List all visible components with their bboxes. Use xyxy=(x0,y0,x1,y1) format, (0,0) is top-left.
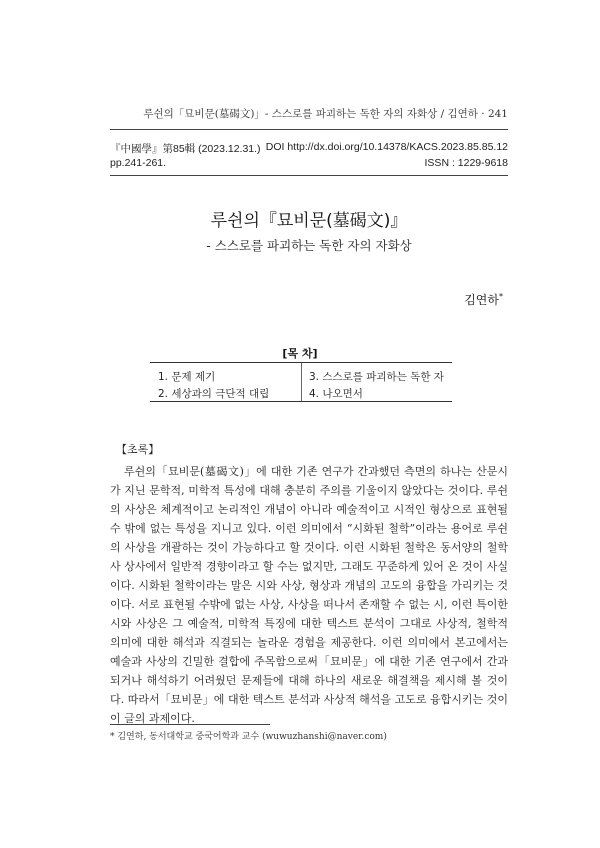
abstract-body: 루쉰의「묘비문(墓碣文)」에 대한 기존 연구가 간과했던 측면의 하나는 산문시가 지닌 문학적, 미학적 특성에 대해 충분히 주의를 기울이지 않았다는 것이다. 루쉰의 사상은 체계적이고 논리적인 개념이 아니라 예술적이고 시적인 형상으로 표현될 수 밖에 없는 특성을 지니고 있다. 이런 의미에서 “시화된 철학”이라는 용어로 루쉰의 사상을 개괄하는 것이 가능하다고 할 것이다. 이런 시화된 철학은 동서양의 철학사 상사에서 일반적 경향이라고 할 수는 없지만, 그래도 꾸준하게 있어 온 것이 사실이다. 시화된 철학이라는 말은 시와 사상, 형상과 개념의 고도의 융합을 가리키는 것이다. 서로 표현될 수밖에 없는 사상, 사상을 떠나서 존재할 수 없는 시, 이런 특이한 시와 사상은 그 예술적, 미학적 특징에 대한 텍스트 분석이 그대로 사상적, 철학적 의미에 대한 해석과 직결되는 놀라운 경험을 제공한다. 이런 의미에서 본고에서는 예술과 사상의 긴밀한 결합에 주목함으로써「묘비문」에 대한 기존 연구에서 간과되거나 해석하기 어려웠던 문제들에 대해 하나의 새로운 해결책을 제시해 볼 것이다. 따라서「묘비문」에 대한 텍스트 분석과 사상적 해석을 고도로 융합시키는 것이 이 글의 과제이다. xyxy=(110,465,508,725)
meta-line-1 xyxy=(110,141,508,156)
doi-link[interactable]: DOI http://dx.doi.org/10.14378/KACS.2023.85.85.12 xyxy=(265,141,508,153)
abstract-label: 【초록】 xyxy=(116,443,160,456)
page-range: pp.241-261. xyxy=(110,157,167,169)
table-of-contents xyxy=(150,362,452,402)
author-name: 김연하 xyxy=(464,293,499,307)
journal-info: 『中國學』第85輯 (2023.12.31.) xyxy=(110,143,261,155)
meta-rule xyxy=(110,175,508,176)
issn: ISSN : 1229-9618 xyxy=(424,157,508,169)
toc-column-right xyxy=(301,363,452,401)
header-rule xyxy=(110,129,508,130)
footnote-rule xyxy=(110,724,270,725)
toc-item[interactable]: 2. 세상과의 극단적 대립 xyxy=(158,388,270,400)
footnote: * 김연하, 동서대학교 중국어학과 교수 (wuwuzhanshi@naver.com) xyxy=(110,732,387,742)
paper-subtitle: - 스스로를 파괴하는 독한 자의 자화상 xyxy=(206,238,412,253)
toc-item[interactable]: 1. 문제 제기 xyxy=(158,371,216,383)
paper-title: 루쉰의『묘비문(墓碣文)』 xyxy=(210,211,408,231)
toc-item[interactable]: 4. 나오면서 xyxy=(309,388,363,400)
toc-item[interactable]: 3. 스스로를 파괴하는 독한 자 xyxy=(309,371,444,383)
toc-heading: [목 차] xyxy=(282,347,318,360)
meta-line-2 xyxy=(110,157,508,169)
toc-column-left xyxy=(150,363,302,401)
author-footnote-mark: * xyxy=(499,292,503,301)
author xyxy=(464,291,503,308)
running-header: 루쉰의「묘비문(墓碣文)」- 스스로를 파괴하는 독한 자의 자화상 / 김연하 · 241 xyxy=(143,108,508,120)
